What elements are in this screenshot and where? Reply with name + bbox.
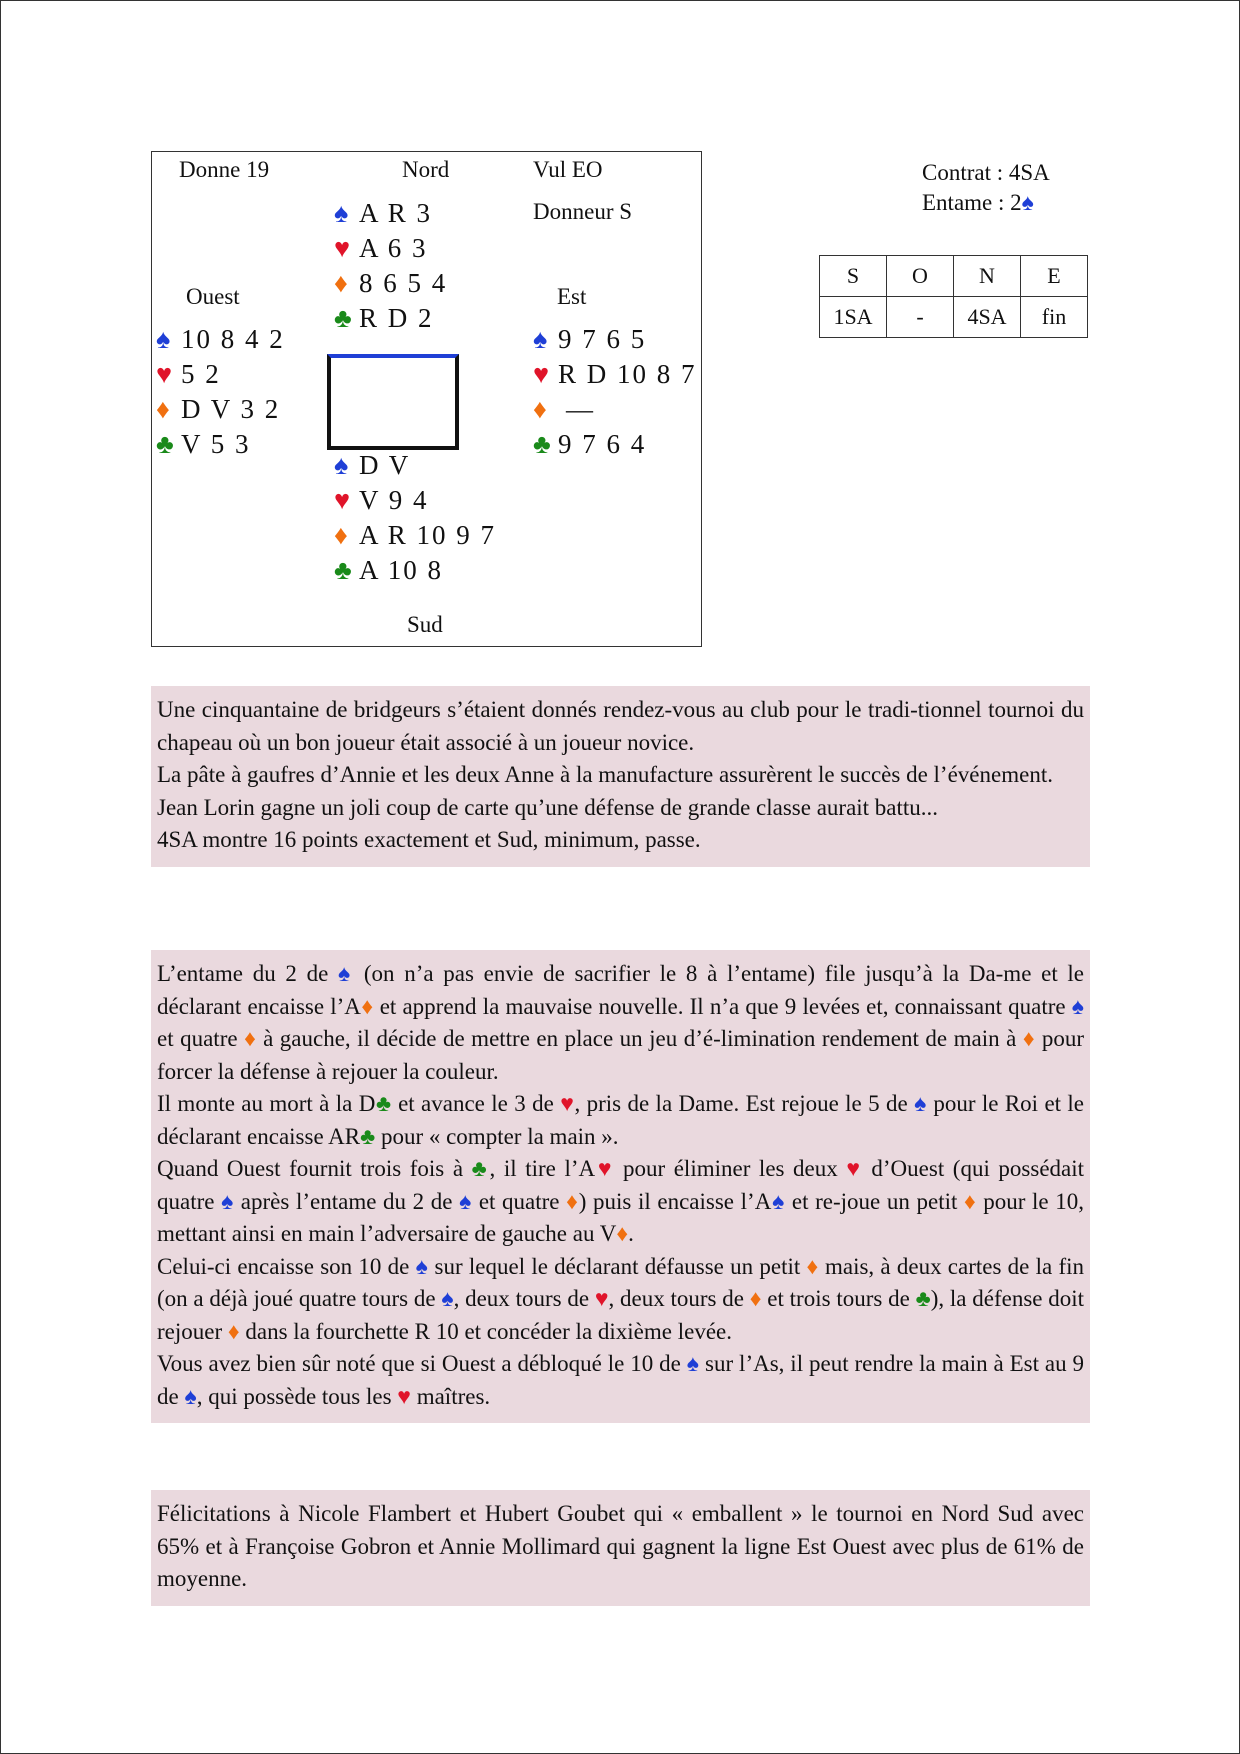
text-run: maîtres. (410, 1383, 491, 1409)
diamond-icon: ♦ (334, 520, 348, 550)
club-icon: ♣ (915, 1286, 931, 1311)
spade-icon: ♠ (1071, 993, 1084, 1019)
south-hand (334, 448, 496, 588)
heart-icon: ♥ (397, 1383, 411, 1409)
text-run: Celui-ci encaisse son 10 de (157, 1253, 416, 1279)
east-clubs (533, 427, 697, 462)
intro-paragraph: 4SA montre 16 points exactement et Sud, minimum, passe. (157, 827, 701, 852)
spade-icon: ♠ (338, 961, 355, 986)
club-icon: ♣ (471, 1156, 490, 1181)
analysis-paragraph (157, 1251, 1084, 1349)
diamond-icon: ♦ (749, 1286, 762, 1311)
text-run: , il tire l’A (489, 1156, 596, 1181)
analysis-paragraph (157, 958, 1084, 1088)
text-run: et quatre (157, 1026, 245, 1051)
diamond-icon: ♦ (227, 1318, 240, 1344)
text-run: et re-joue un petit (785, 1188, 964, 1214)
east-hearts-cards: R D 10 8 7 (558, 359, 697, 389)
heart-icon: ♥ (334, 485, 351, 515)
bidding-header-south: S (820, 256, 887, 297)
text-run: Vous avez bien sûr noté que si Ouest a débloqué le 10 de (157, 1351, 687, 1376)
west-hearts (156, 357, 285, 392)
south-spades-cards: D V (359, 450, 411, 480)
diamond-icon: ♦ (806, 1253, 819, 1279)
east-hand (533, 322, 697, 462)
text-run: sur lequel le déclarant défausse un petit (428, 1253, 807, 1279)
text-run: , pris de la Dame. Est rejoue le 5 de (574, 1091, 915, 1116)
spade-icon: ♠ (914, 1091, 927, 1116)
congrats-paragraph: Félicitations à Nicole Flambert et Hubert Goubet qui « emballent » le tournoi en Nord Sud avec 65% et à Françoise Gobron et Annie Mollimard qui gagnent la ligne Est Ouest avec plus de 61% de moyenne. (157, 1501, 1084, 1591)
heart-icon: ♥ (156, 359, 173, 389)
west-diamonds-cards: D V 3 2 (181, 394, 281, 424)
text-run: pour « compter la main ». (375, 1123, 619, 1149)
congrats-block (151, 1490, 1090, 1606)
text-run: , qui possède tous les (196, 1383, 398, 1409)
text-run: , deux tours de (608, 1286, 750, 1311)
east-diamonds-cards: — (566, 394, 595, 424)
text-run: pour éliminer les deux (614, 1156, 847, 1181)
south-clubs-cards: A 10 8 (359, 555, 444, 585)
club-icon: ♣ (375, 1091, 392, 1116)
south-diamonds-cards: A R 10 9 7 (359, 520, 497, 550)
heart-icon: ♥ (533, 359, 550, 389)
table-rectangle (327, 354, 459, 450)
east-clubs-cards: 9 7 6 4 (558, 429, 647, 459)
text-run: et apprend la mauvaise nouvelle. Il n’a que 9 levées et, connaissant quatre (373, 993, 1072, 1019)
text-run: dans la fourchette R 10 et concéder la dixième levée. (239, 1318, 733, 1344)
north-spades (334, 196, 447, 231)
east-spades-cards: 9 7 6 5 (558, 324, 647, 354)
spade-icon: ♠ (415, 1253, 429, 1279)
north-hearts (334, 231, 447, 266)
east-spades (533, 322, 697, 357)
heart-icon: ♥ (334, 233, 351, 263)
north-hearts-cards: A 6 3 (359, 233, 428, 263)
bidding-call: fin (1021, 297, 1088, 338)
south-label: Sud (407, 612, 443, 637)
heart-icon: ♥ (594, 1286, 609, 1311)
club-icon: ♣ (156, 429, 174, 459)
spade-icon: ♠ (334, 450, 349, 480)
lead-line-text: Entame : 2 (922, 190, 1022, 215)
dealer-label: Donneur S (533, 199, 633, 224)
diamond-icon: ♦ (566, 1188, 579, 1214)
club-icon: ♣ (334, 303, 352, 333)
bidding-header-north: N (954, 256, 1021, 297)
bidding-call: 1SA (820, 297, 887, 338)
analysis-paragraph (157, 1088, 1084, 1153)
diamond-icon: ♦ (964, 1188, 977, 1214)
west-clubs-cards: V 5 3 (181, 429, 251, 459)
analysis-block (151, 950, 1090, 1423)
diamond-icon: ♦ (616, 1221, 629, 1246)
contract-info (922, 158, 1050, 218)
west-spades (156, 322, 285, 357)
west-hearts-cards: 5 2 (181, 359, 221, 389)
bidding-header-row (820, 256, 1088, 297)
west-diamonds (156, 392, 285, 427)
text-run: pour forcer la défense à rejouer la couleur. (157, 1026, 1084, 1084)
north-diamonds-cards: 8 6 5 4 (359, 268, 448, 298)
vulnerability-label: Vul EO (533, 157, 603, 182)
club-icon: ♣ (533, 429, 551, 459)
diamond-icon: ♦ (334, 268, 348, 298)
north-clubs-cards: R D 2 (359, 303, 434, 333)
bidding-header-east: E (1021, 256, 1088, 297)
north-clubs (334, 301, 447, 336)
board-label: Donne 19 (179, 157, 270, 182)
text-run: ), la défense doit rejouer (157, 1286, 1085, 1344)
bidding-header-west: O (887, 256, 954, 297)
south-diamonds (334, 518, 496, 553)
south-clubs (334, 553, 496, 588)
diamond-icon: ♦ (1022, 1026, 1036, 1051)
club-icon: ♣ (334, 555, 352, 585)
text-run: Il monte au mort à la D (157, 1091, 376, 1116)
spade-icon: ♠ (334, 198, 349, 228)
bidding-call: 4SA (954, 297, 1021, 338)
spade-icon: ♠ (221, 1188, 235, 1214)
south-hearts (334, 483, 496, 518)
text-run: mais, à deux cartes de la fin (on a déjà joué quatre tours de (157, 1253, 1085, 1311)
text-run: à gauche, il décide de mettre en place un jeu d’é-limination rendement de main à (256, 1026, 1023, 1051)
bidding-table (819, 255, 1088, 338)
text-run: L’entame du 2 de (157, 961, 338, 986)
intro-paragraph: Une cinquantaine de bridgeurs s’étaient donnés rendez-vous au club pour le tradi-tionnel tournoi du chapeau où un bon joueur était associé à un joueur novice. (157, 697, 1084, 755)
diamond-icon: ♦ (156, 394, 170, 424)
north-diamonds (334, 266, 447, 301)
intro-block (151, 686, 1090, 867)
south-spades (334, 448, 496, 483)
east-hearts (533, 357, 697, 392)
text-run: et quatre (472, 1188, 567, 1214)
bidding-call: - (887, 297, 954, 338)
spade-icon: ♠ (184, 1383, 197, 1409)
text-run: et avance le 3 de (391, 1091, 561, 1116)
diamond-icon: ♦ (533, 394, 547, 424)
lead-line (922, 188, 1050, 218)
spade-icon: ♠ (686, 1351, 700, 1376)
text-run: Quand Ouest fournit trois fois à (157, 1156, 472, 1181)
text-run: et trois tours de (761, 1286, 916, 1311)
north-label: Nord (402, 157, 450, 182)
spade-icon: ♠ (533, 324, 548, 354)
north-spades-cards: A R 3 (359, 198, 433, 228)
heart-icon: ♥ (560, 1091, 575, 1116)
spade-icon: ♠ (1021, 190, 1034, 215)
west-spades-cards: 10 8 4 2 (181, 324, 285, 354)
west-label: Ouest (186, 284, 240, 309)
heart-icon: ♥ (595, 1156, 615, 1181)
text-run: d’Ouest (qui possédait quatre (157, 1156, 1085, 1214)
intro-paragraph: La pâte à gaufres d’Annie et les deux Anne à la manufacture assurèrent le succès de l’événement. (157, 762, 1053, 787)
club-icon: ♣ (360, 1123, 376, 1149)
text-run: , deux tours de (453, 1286, 595, 1311)
spade-icon: ♠ (459, 1188, 473, 1214)
deal-diagram (151, 151, 702, 647)
bidding-calls-row (820, 297, 1088, 338)
diamond-icon: ♦ (360, 993, 374, 1019)
text-run: pour le Roi et le déclarant encaisse AR (157, 1091, 1085, 1149)
north-hand (334, 196, 447, 336)
text-run: (on n’a pas envie de sacrifier le 8 à l’entame) file jusqu’à la Da-me et le déclarant encaisse l’A (157, 961, 1085, 1019)
spade-icon: ♠ (771, 1188, 786, 1214)
text-run: après l’entame du 2 de (234, 1188, 460, 1214)
text-run: ) puis il encaisse l’A (578, 1188, 772, 1214)
spade-icon: ♠ (156, 324, 171, 354)
text-run: sur l’As, il peut rendre la main à Est au 9 de (157, 1351, 1085, 1409)
south-hearts-cards: V 9 4 (359, 485, 429, 515)
east-diamonds (533, 392, 697, 427)
heart-icon: ♥ (846, 1156, 863, 1181)
west-hand (156, 322, 285, 462)
contract-line: Contrat : 4SA (922, 160, 1050, 185)
text-run: . (628, 1221, 634, 1246)
diamond-icon: ♦ (244, 1026, 257, 1051)
east-label: Est (557, 284, 587, 309)
spade-icon: ♠ (441, 1286, 454, 1311)
text-run: pour le 10, mettant ainsi en main l’adversaire de gauche au V (157, 1188, 1084, 1246)
analysis-paragraph (157, 1153, 1084, 1251)
intro-paragraph: Jean Lorin gagne un joli coup de carte qu’une défense de grande classe aurait battu... (157, 794, 939, 820)
west-clubs (156, 427, 285, 462)
analysis-paragraph (157, 1348, 1084, 1413)
